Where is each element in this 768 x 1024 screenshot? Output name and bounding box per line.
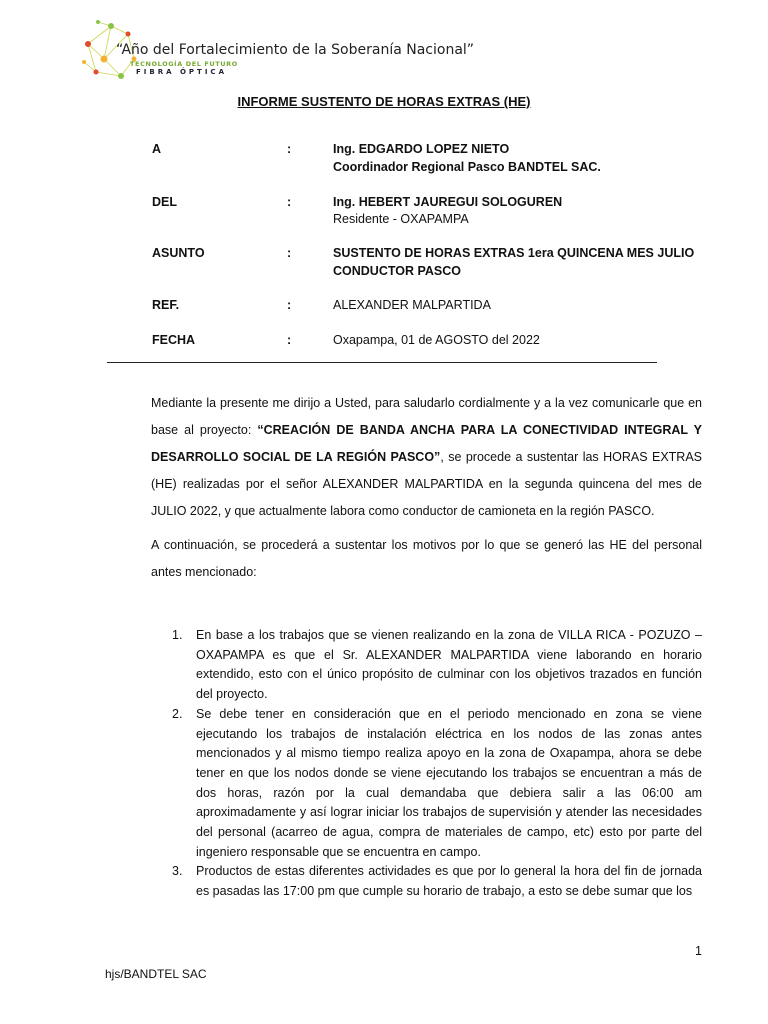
- field-value-from: Ing. HEBERT JAUREGUI SOLOGUREN: [333, 195, 563, 209]
- list-item-text: En base a los trabajos que se vienen realizando en la zona de VILLA RICA - POZUZO – OXAPAMPA es que el Sr. ALEXANDER MALPARTIDA viene laborando en horario extendido, esto con el único propósito de culminar con los objetivos trazados en función del proyecto.: [196, 628, 702, 702]
- field-value-subject: SUSTENTO DE HORAS EXTRAS 1era QUINCENA MES JULIO: [333, 246, 695, 260]
- field-colon: :: [287, 195, 292, 209]
- field-value-date: Oxapampa, 01 de AGOSTO del 2022: [333, 333, 540, 347]
- field-key-date: FECHA: [152, 333, 196, 347]
- list-number: 1.: [172, 628, 183, 642]
- page-number: 1: [695, 944, 702, 958]
- logo-tagline: TECNOLOGÍA DEL FUTURO: [130, 60, 238, 68]
- list-number: 2.: [172, 706, 183, 721]
- list-item: [151, 705, 702, 863]
- field-value-from-role: Residente - OXAPAMPA: [333, 212, 469, 226]
- intro-text-continued: , se procede a sustentar las HORAS EXTRAS (HE) realizadas por el señor ALEXANDER MALPARTIDA en la segunda quincena del mes de JULIO 2022, y que actualmente labora como conductor de camioneta en la región PASCO.: [151, 450, 702, 518]
- reasons-list: [151, 626, 702, 902]
- list-number: 3.: [172, 864, 183, 879]
- list-item-text: Se debe tener en consideración que en el periodo mencionado en zona se viene ejecutando los trabajos de instalación eléctrica en los nodos de las zonas antes mencionados y al mismo tiempo realiza apoyo en la zona de Oxapampa, ahora se debe tener en que los nodos donde se viene ejecutando los trabajos se encuentran a más de dos horas, razón por la cual demandaba que debiera salir a las 06:00 am aproximadamente y así lograr iniciar los trabajos de supervisión y atender las necesidades del personal (acarreo de agua, compra de materiales de campo, etc) esto por parte del ingeniero responsable que se encuentra en campo.: [196, 706, 702, 859]
- footer-reference: hjs/BANDTEL SAC: [105, 967, 207, 981]
- field-key-to: A: [152, 142, 162, 156]
- field-value-subject-line2: CONDUCTOR PASCO: [333, 264, 462, 278]
- logo-subtitle: FIBRA ÓPTICA: [136, 68, 227, 76]
- field-colon: :: [287, 246, 292, 260]
- list-item-text: Productos de estas diferentes actividades es que por lo general la hora del fin de jornada es pasadas las 17:00 pm que cumple su horario de trabajo, a esto se debe sumar que los: [196, 864, 702, 899]
- intro-paragraph: [151, 390, 702, 525]
- field-key-ref: REF.: [152, 298, 180, 312]
- field-colon: :: [287, 333, 292, 347]
- document-title: INFORME SUSTENTO DE HORAS EXTRAS (HE): [237, 94, 531, 109]
- intro-text: Mediante la presente me dirijo a Usted, para saludarlo cordialmente y a la vez comunicarle que en base al proyecto:: [151, 396, 702, 437]
- project-name: “CREACIÓN DE BANDA ANCHA PARA LA CONECTIVIDAD INTEGRAL Y DESARROLLO SOCIAL DE LA REGIÓN PASCO”: [151, 423, 702, 464]
- field-value-to-role: Coordinador Regional Pasco BANDTEL SAC.: [333, 160, 601, 174]
- field-key-from: DEL: [152, 195, 177, 209]
- header-separator: [107, 362, 657, 363]
- list-item: [151, 626, 702, 705]
- field-colon: :: [287, 142, 292, 156]
- year-motto: “Año del Fortalecimiento de la Soberanía Nacional”: [116, 42, 475, 58]
- field-value-ref: ALEXANDER MALPARTIDA: [333, 298, 491, 312]
- field-value-to: Ing. EDGARDO LOPEZ NIETO: [333, 142, 510, 156]
- field-colon: :: [287, 298, 292, 312]
- list-item: [151, 862, 702, 901]
- motives-paragraph: A continuación, se procederá a sustentar los motivos por lo que se generó las HE del personal antes mencionado:: [151, 538, 702, 579]
- field-key-subject: ASUNTO: [152, 246, 205, 260]
